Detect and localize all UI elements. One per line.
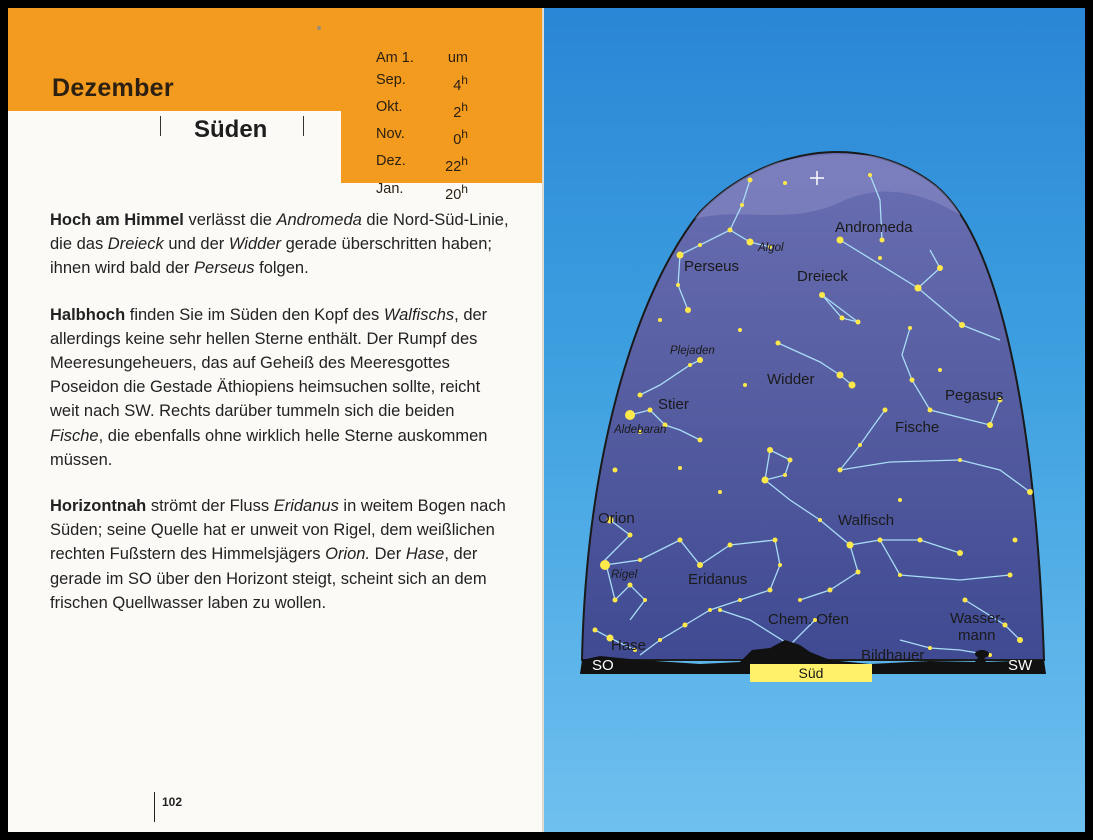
- label-widder: Widder: [767, 371, 815, 388]
- body-text: [50, 208, 510, 637]
- table-cell-hour: 0$^h$: [453, 127, 468, 148]
- star: [838, 468, 843, 473]
- label-dreieck: Dreieck: [797, 268, 848, 285]
- table-row: [376, 97, 468, 124]
- label-walfisch: Walfisch: [838, 512, 895, 529]
- star: [898, 573, 902, 577]
- star: [856, 570, 861, 575]
- star: [856, 320, 861, 325]
- star: [643, 598, 647, 602]
- star: [678, 538, 683, 543]
- star: [898, 498, 902, 502]
- star: [685, 307, 691, 313]
- star: [880, 238, 885, 243]
- star: [676, 283, 680, 287]
- star: [697, 562, 703, 568]
- star: [788, 458, 793, 463]
- star: [837, 237, 844, 244]
- star: [847, 542, 854, 549]
- star: [718, 608, 722, 612]
- table-row: [376, 151, 468, 178]
- table-cell-month: Sep.: [376, 71, 406, 88]
- label-andromeda: Andromeda: [835, 219, 913, 236]
- star: [987, 422, 993, 428]
- right-page: [544, 8, 1085, 832]
- table-row: [376, 179, 468, 206]
- star: [743, 383, 747, 387]
- star: [767, 447, 773, 453]
- label-algol: Algol: [758, 242, 784, 254]
- table-cell-hour: 22$^h$: [445, 154, 468, 176]
- direction-marker-right: [303, 116, 304, 136]
- star: [628, 583, 633, 588]
- star: [658, 638, 662, 642]
- star: [776, 341, 781, 346]
- label-stier: Stier: [658, 396, 689, 413]
- star: [908, 326, 912, 330]
- table-header-time: um: [447, 50, 468, 66]
- star: [738, 328, 742, 332]
- star: [740, 203, 744, 207]
- label-bildhauer: Bildhauer: [861, 647, 925, 664]
- star: [883, 408, 888, 413]
- star-plejaden: [697, 357, 703, 363]
- label-wassermann-1: Wasser-: [950, 610, 1006, 627]
- star: [728, 228, 733, 233]
- page-number: 102: [162, 795, 183, 809]
- label-eridanus: Eridanus: [688, 571, 748, 588]
- star: [768, 588, 773, 593]
- star: [878, 538, 883, 543]
- star: [638, 393, 643, 398]
- star: [918, 538, 923, 543]
- star: [959, 322, 965, 328]
- star: [677, 252, 684, 259]
- table-header: [376, 48, 468, 70]
- star: [628, 533, 633, 538]
- star: [678, 466, 682, 470]
- star: [783, 181, 787, 185]
- table-cell-month: Nov.: [376, 126, 405, 143]
- star: [773, 538, 778, 543]
- table-cell-month: Dez.: [376, 153, 406, 170]
- label-southeast: SO: [592, 657, 614, 674]
- star-rigel: [600, 560, 610, 570]
- star: [688, 363, 692, 367]
- star: [613, 468, 618, 473]
- star: [828, 588, 833, 593]
- table-cell-month: Jan.: [376, 180, 404, 197]
- star: [958, 458, 962, 462]
- star: [783, 473, 787, 477]
- star: [708, 608, 712, 612]
- label-southwest: SW: [1008, 657, 1033, 674]
- label-plejaden: Plejaden: [670, 345, 715, 357]
- label-wassermann-2: mann: [958, 627, 996, 644]
- star: [683, 623, 688, 628]
- star: [613, 598, 618, 603]
- star-algol: [747, 239, 754, 246]
- star: [937, 265, 943, 271]
- star: [928, 408, 933, 413]
- star: [748, 178, 753, 183]
- star: [658, 318, 662, 322]
- star: [928, 646, 932, 650]
- table-cell-month: Okt.: [376, 98, 403, 115]
- star: [1013, 538, 1018, 543]
- star: [938, 368, 942, 372]
- label-pegasus: Pegasus: [945, 387, 1004, 404]
- paragraph-mid-sky: Halbhoch finden Sie im Süden den Kopf des Walfischs, der allerdings keine sehr hellen Sterne enthält. Der Rumpf des Meeresungeheuers, das auf Geheiß des Meeresgottes Poseidon die Gestade Äthiopiens heimsuchen sollte, reicht weit nach SW. Rechts darüber tummeln sich die beiden Fische, die ebenfalls ohne wirklich helle Sterne auskommen müssen.: [50, 305, 488, 469]
- table-cell-hour: 4$^h$: [453, 72, 468, 94]
- page-number-rule: [154, 792, 155, 822]
- table-row: [376, 124, 468, 151]
- star: [837, 372, 844, 379]
- star: [957, 550, 963, 556]
- star: [718, 490, 722, 494]
- star: [593, 628, 598, 633]
- label-chem-ofen: Chem. Ofen: [768, 611, 849, 628]
- star: [868, 173, 872, 177]
- star: [1027, 489, 1033, 495]
- star: [849, 382, 856, 389]
- star: [819, 292, 825, 298]
- star: [728, 543, 733, 548]
- sky-map: [544, 8, 1085, 832]
- star-aldebaran: [625, 410, 635, 420]
- page-title: Dezember: [52, 74, 174, 102]
- tree-icon: [975, 650, 989, 658]
- left-page: [8, 8, 544, 832]
- direction-label: Süden: [194, 116, 268, 143]
- star: [910, 378, 915, 383]
- table-row: [376, 70, 468, 97]
- label-aldebaran: Aldebaran: [614, 424, 667, 436]
- star: [915, 285, 922, 292]
- star: [698, 243, 702, 247]
- star: [858, 443, 862, 447]
- sky-dome: [582, 152, 1044, 660]
- star: [1017, 637, 1023, 643]
- paragraph-horizon: Horizontnah strömt der Fluss Eridanus in weitem Bogen nach Süden; seine Quelle hat er unweit von Rigel, dem weißlichen rechten Fußstern des Himmelsjägers Orion. Der Hase, der gerade im SO über den Horizont steigt, scheint sich an dem frischen Quellwasser laben zu wollen.: [50, 497, 506, 612]
- star: [698, 438, 703, 443]
- star: [762, 477, 769, 484]
- star: [818, 518, 822, 522]
- star: [738, 598, 742, 602]
- star: [638, 558, 642, 562]
- time-table: [376, 48, 468, 206]
- label-hase: Hase: [611, 637, 647, 654]
- star: [878, 256, 882, 260]
- star: [840, 316, 845, 321]
- direction-marker-left: [160, 116, 161, 136]
- table-cell-hour: 2$^h$: [453, 99, 468, 121]
- label-orion: Orion: [598, 510, 635, 527]
- table-header-date: Am 1.: [376, 50, 414, 66]
- paper-speck: [317, 26, 321, 30]
- paragraph-high-sky: Hoch am Himmel verlässt die Andromeda die Nord-Süd-Linie, die das Dreieck und der Widder gerade überschritten haben; ihnen wird bald der Perseus folgen.: [50, 211, 509, 278]
- label-south: Süd: [798, 665, 824, 681]
- label-fische: Fische: [895, 419, 940, 436]
- star: [798, 598, 802, 602]
- star: [963, 598, 968, 603]
- label-rigel: Rigel: [611, 569, 638, 581]
- star: [778, 563, 782, 567]
- label-perseus: Perseus: [684, 258, 740, 275]
- star: [648, 408, 653, 413]
- star: [1008, 573, 1013, 578]
- table-cell-hour: 20$^h$: [445, 181, 468, 203]
